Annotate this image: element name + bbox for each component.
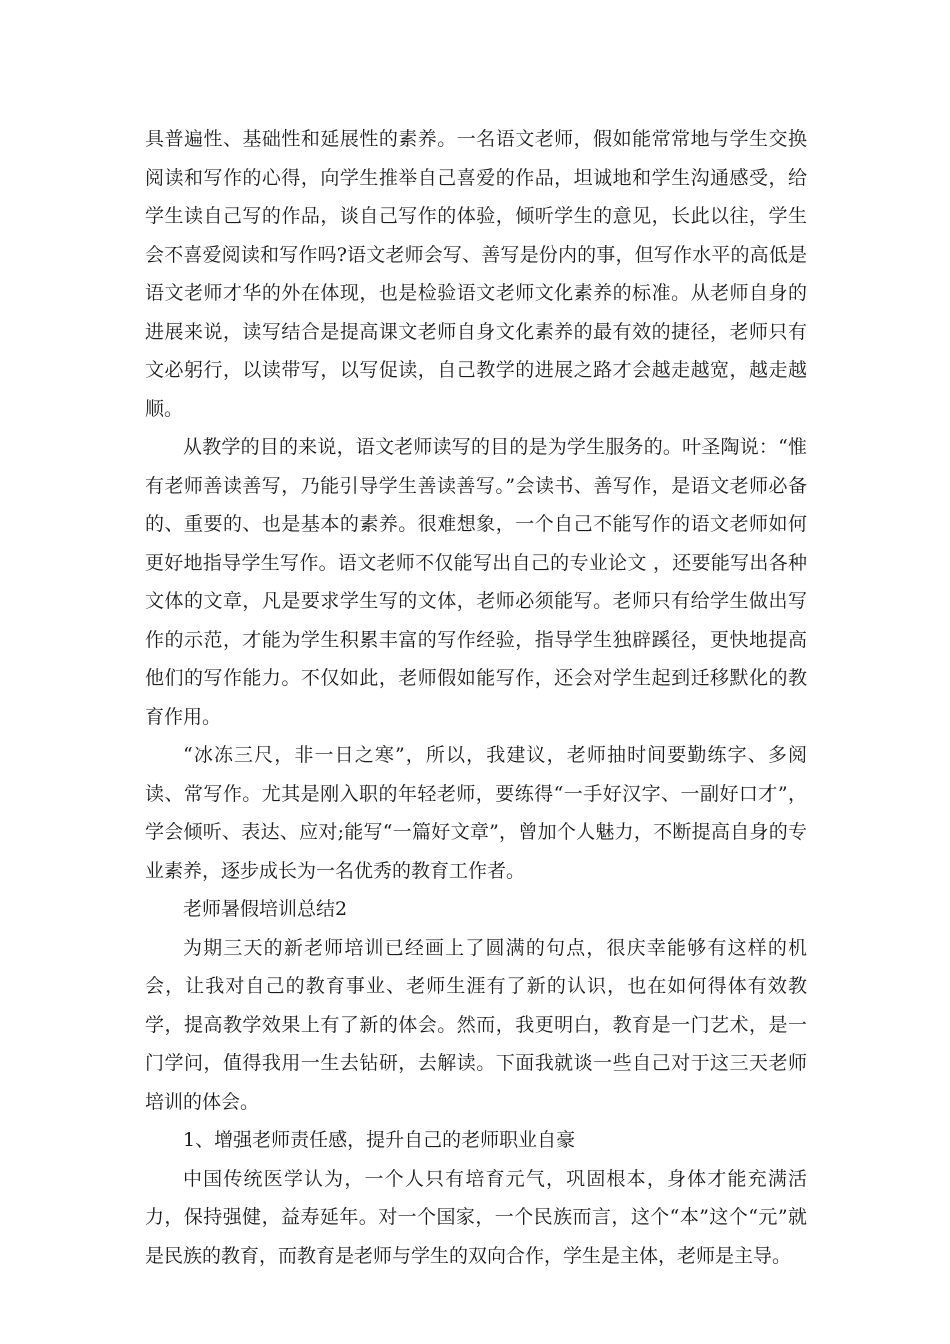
document-body	[145, 120, 807, 1275]
paragraph-suggestion: “冰冻三尺，非一日之寒”，所以，我建议，老师抽时间要勤练字、多阅读、常写作。尤其是刚入职的年轻老师，要练得“一手好汉字、一副好口才”，学会倾听、表达、应对;能写“一篇好文章”，曾加个人魅力，不断提高自身的专业素养，逐步成长为一名优秀的教育工作者。	[145, 744, 807, 882]
section-title: 老师暑假培训总结2	[183, 898, 348, 920]
paragraph-continuation: 具普遍性、基础性和延展性的素养。一名语文老师，假如能常常地与学生交换阅读和写作的心得，向学生推举自己喜爱的作品，坦诚地和学生沟通感受，给学生读自己写的作品，谈自己写作的体验，倾听学生的意见，长此以往，学生会不喜爱阅读和写作吗?语文老师会写、善写是份内的事，但写作水平的高低是语文老师才华的外在体现，也是检验语文老师文化素养的标准。从老师自身的进展来说，读写结合是提高课文老师自身文化素养的最有效的捷径，老师只有文必躬行，以读带写，以写促读，自己教学的进展之路才会越走越宽，越走越顺。	[145, 128, 807, 420]
paragraph-training-intro: 为期三天的新老师培训已经画上了圆满的句点，很庆幸能够有这样的机会，让我对自己的教育事业、老师生涯有了新的认识，也在如何得体有效教学，提高教学效果上有了新的体会。然而，我更明白，教育是一门艺术，是一门学问，值得我用一生去钻研，去解读。下面我就谈一些自己对于这三天老师培训的体会。	[145, 936, 807, 1113]
section-heading-1: 1、增强老师责任感，提升自己的老师职业自豪	[183, 1129, 576, 1151]
paragraph-traditional-medicine: 中国传统医学认为，一个人只有培育元气，巩固根本，身体才能充满活力，保持强健，益寿延年。对一个国家，一个民族而言，这个“本”这个“元”就是民族的教育，而教育是老师与学生的双向合作，学生是主体，老师是主导。	[145, 1167, 807, 1267]
paragraph-teaching-purpose: 从教学的目的来说，语文老师读写的目的是为学生服务的。叶圣陶说：“惟有老师善读善写，乃能引导学生善读善写。”会读书、善写作，是语文老师必备的、重要的、也是基本的素养。很难想象，一个自己不能写作的语文老师如何更好地指导学生写作。语文老师不仅能写出自己的专业论文 ，还要能写出各种文体的文章，凡是要求学生写的文体，老师必须能写。老师只有给学生做出写作的示范，才能为学生积累丰富的写作经验，指导学生独辟蹊径，更快地提高他们的写作能力。不仅如此，老师假如能写作，还会对学生起到迁移默化的教育作用。	[145, 436, 807, 728]
